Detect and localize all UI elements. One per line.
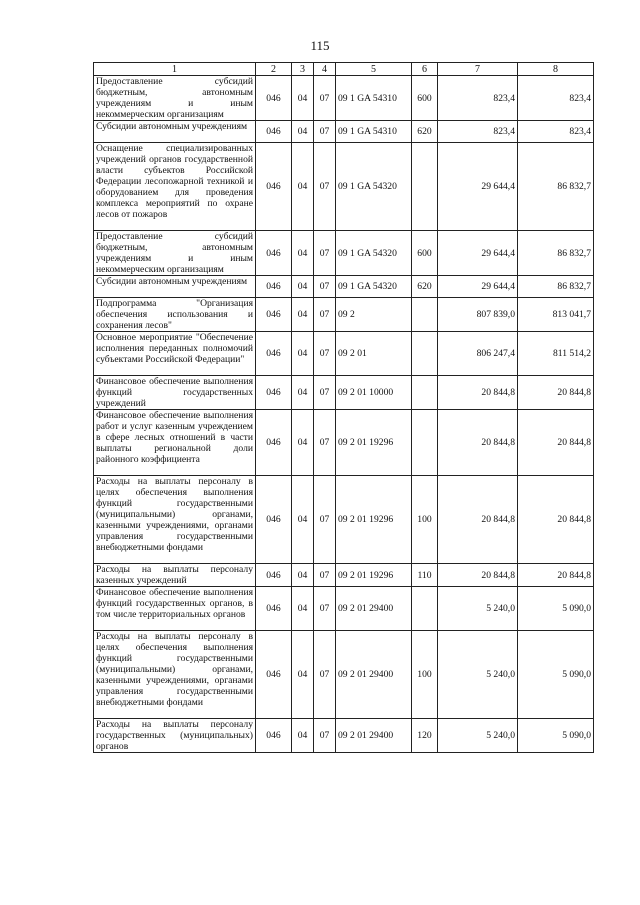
row-target-article: 09 2 01 19296 (336, 476, 412, 564)
row-amount-year-1: 807 839,0 (438, 298, 518, 332)
row-subsection: 07 (314, 231, 336, 276)
row-amount-year-2: 86 832,7 (518, 143, 594, 231)
row-section: 04 (292, 631, 314, 719)
row-name: Субсидии автономным учреждениям (94, 276, 256, 298)
row-amount-year-1: 20 844,8 (438, 564, 518, 587)
row-amount-year-1: 29 644,4 (438, 276, 518, 298)
row-name: Расходы на выплаты персоналу государственных (муниципальных) органов (94, 719, 256, 753)
row-amount-year-2: 811 514,2 (518, 332, 594, 376)
row-section: 04 (292, 231, 314, 276)
header-cell: 1 (94, 63, 256, 76)
row-section: 04 (292, 298, 314, 332)
row-amount-year-2: 823,4 (518, 76, 594, 121)
header-cell: 2 (256, 63, 292, 76)
row-name: Предоставление субсидий бюджетным, автономным учреждениям и иным некоммерческим организациям (94, 231, 256, 276)
row-section: 04 (292, 410, 314, 476)
row-section: 04 (292, 719, 314, 753)
row-name: Оснащение специализированных учреждений органов государственной власти субъектов Российской Федерации лесопожарной техникой и оборудованием для проведения комплекса мероприятий по охране лесов от пожаров (94, 143, 256, 231)
table-row (94, 719, 594, 753)
table-row (94, 76, 594, 121)
row-subsection: 07 (314, 476, 336, 564)
row-expense-type (412, 143, 438, 231)
table-row (94, 121, 594, 143)
page-number: 115 (310, 38, 330, 53)
row-section: 04 (292, 476, 314, 564)
row-expense-type (412, 332, 438, 376)
header-cell: 7 (438, 63, 518, 76)
row-name: Предоставление субсидий бюджетным, автономным учреждениям и иным некоммерческим организациям (94, 76, 256, 121)
table-row (94, 476, 594, 564)
row-section: 04 (292, 564, 314, 587)
header-cell: 4 (314, 63, 336, 76)
row-expense-type: 100 (412, 476, 438, 564)
row-subsection: 07 (314, 76, 336, 121)
row-target-article: 09 2 01 19296 (336, 410, 412, 476)
row-target-article: 09 2 01 29400 (336, 587, 412, 631)
budget-table (93, 62, 594, 753)
row-amount-year-2: 823,4 (518, 121, 594, 143)
row-amount-year-1: 806 247,4 (438, 332, 518, 376)
row-section: 04 (292, 376, 314, 410)
row-section: 04 (292, 121, 314, 143)
table-row (94, 298, 594, 332)
row-amount-year-2: 5 090,0 (518, 631, 594, 719)
row-subsection: 07 (314, 564, 336, 587)
row-ministry: 046 (256, 564, 292, 587)
row-subsection: 07 (314, 143, 336, 231)
table-row (94, 631, 594, 719)
row-expense-type (412, 410, 438, 476)
row-expense-type: 110 (412, 564, 438, 587)
row-amount-year-1: 5 240,0 (438, 631, 518, 719)
row-target-article: 09 1 GA 54320 (336, 143, 412, 231)
row-name: Расходы на выплаты персоналу казенных учреждений (94, 564, 256, 587)
row-ministry: 046 (256, 276, 292, 298)
row-ministry: 046 (256, 631, 292, 719)
row-ministry: 046 (256, 298, 292, 332)
row-subsection: 07 (314, 410, 336, 476)
table-row (94, 276, 594, 298)
row-name: Расходы на выплаты персоналу в целях обеспечения выполнения функций государственными (муниципальными) органами, казенными учреждениями, органами управления государственными внебюджетными фондами (94, 476, 256, 564)
row-name: Финансовое обеспечение выполнения функций государственных органов, в том числе территориальных органов (94, 587, 256, 631)
row-amount-year-1: 5 240,0 (438, 719, 518, 753)
row-section: 04 (292, 332, 314, 376)
row-amount-year-2: 20 844,8 (518, 376, 594, 410)
row-name: Финансовое обеспечение выполнения функций государственных учреждений (94, 376, 256, 410)
row-target-article: 09 1 GA 54320 (336, 276, 412, 298)
row-amount-year-1: 20 844,8 (438, 476, 518, 564)
row-amount-year-2: 20 844,8 (518, 410, 594, 476)
table-row (94, 564, 594, 587)
row-target-article: 09 2 01 10000 (336, 376, 412, 410)
row-amount-year-1: 20 844,8 (438, 376, 518, 410)
row-amount-year-2: 20 844,8 (518, 476, 594, 564)
row-amount-year-1: 29 644,4 (438, 143, 518, 231)
row-name: Субсидии автономным учреждениям (94, 121, 256, 143)
table-row (94, 376, 594, 410)
row-ministry: 046 (256, 587, 292, 631)
row-subsection: 07 (314, 719, 336, 753)
row-ministry: 046 (256, 121, 292, 143)
row-target-article: 09 2 01 (336, 332, 412, 376)
row-expense-type: 620 (412, 276, 438, 298)
row-section: 04 (292, 76, 314, 121)
row-ministry: 046 (256, 476, 292, 564)
row-expense-type (412, 376, 438, 410)
table-row (94, 231, 594, 276)
row-section: 04 (292, 587, 314, 631)
row-target-article: 09 2 01 29400 (336, 719, 412, 753)
row-expense-type: 600 (412, 76, 438, 121)
row-subsection: 07 (314, 631, 336, 719)
row-subsection: 07 (314, 587, 336, 631)
table-header-row (94, 63, 594, 76)
row-subsection: 07 (314, 276, 336, 298)
header-cell: 5 (336, 63, 412, 76)
row-section: 04 (292, 143, 314, 231)
row-amount-year-1: 823,4 (438, 121, 518, 143)
row-amount-year-2: 5 090,0 (518, 587, 594, 631)
row-expense-type (412, 587, 438, 631)
row-amount-year-2: 813 041,7 (518, 298, 594, 332)
row-target-article: 09 1 GA 54310 (336, 76, 412, 121)
row-target-article: 09 2 (336, 298, 412, 332)
row-target-article: 09 2 01 19296 (336, 564, 412, 587)
row-amount-year-1: 29 644,4 (438, 231, 518, 276)
row-ministry: 046 (256, 332, 292, 376)
row-ministry: 046 (256, 376, 292, 410)
row-target-article: 09 1 GA 54320 (336, 231, 412, 276)
row-ministry: 046 (256, 76, 292, 121)
header-cell: 8 (518, 63, 594, 76)
row-expense-type: 100 (412, 631, 438, 719)
table-row (94, 410, 594, 476)
row-subsection: 07 (314, 121, 336, 143)
row-name: Основное мероприятие "Обеспечение исполнения переданных полномочий субъектами Российской Федерации" (94, 332, 256, 376)
table-row (94, 332, 594, 376)
row-expense-type (412, 298, 438, 332)
row-amount-year-1: 20 844,8 (438, 410, 518, 476)
row-ministry: 046 (256, 410, 292, 476)
row-expense-type: 600 (412, 231, 438, 276)
row-expense-type: 620 (412, 121, 438, 143)
row-name: Расходы на выплаты персоналу в целях обеспечения выполнения функций государственными (муниципальными) органами, казенными учреждениями, органами управления государственными внебюджетными фондами (94, 631, 256, 719)
row-expense-type: 120 (412, 719, 438, 753)
row-section: 04 (292, 276, 314, 298)
row-subsection: 07 (314, 298, 336, 332)
header-cell: 6 (412, 63, 438, 76)
row-subsection: 07 (314, 376, 336, 410)
row-amount-year-2: 86 832,7 (518, 231, 594, 276)
row-target-article: 09 2 01 29400 (336, 631, 412, 719)
row-amount-year-2: 86 832,7 (518, 276, 594, 298)
row-amount-year-1: 5 240,0 (438, 587, 518, 631)
header-cell: 3 (292, 63, 314, 76)
row-amount-year-1: 823,4 (438, 76, 518, 121)
table-row (94, 143, 594, 231)
row-target-article: 09 1 GA 54310 (336, 121, 412, 143)
row-subsection: 07 (314, 332, 336, 376)
row-ministry: 046 (256, 719, 292, 753)
row-name: Финансовое обеспечение выполнения работ и услуг казенным учреждением в сфере лесных отношений в части выплаты региональной доли районного коэффициента (94, 410, 256, 476)
row-ministry: 046 (256, 231, 292, 276)
row-amount-year-2: 5 090,0 (518, 719, 594, 753)
row-ministry: 046 (256, 143, 292, 231)
row-name: Подпрограмма "Организация обеспечения использования и сохранения лесов" (94, 298, 256, 332)
row-amount-year-2: 20 844,8 (518, 564, 594, 587)
table-row (94, 587, 594, 631)
